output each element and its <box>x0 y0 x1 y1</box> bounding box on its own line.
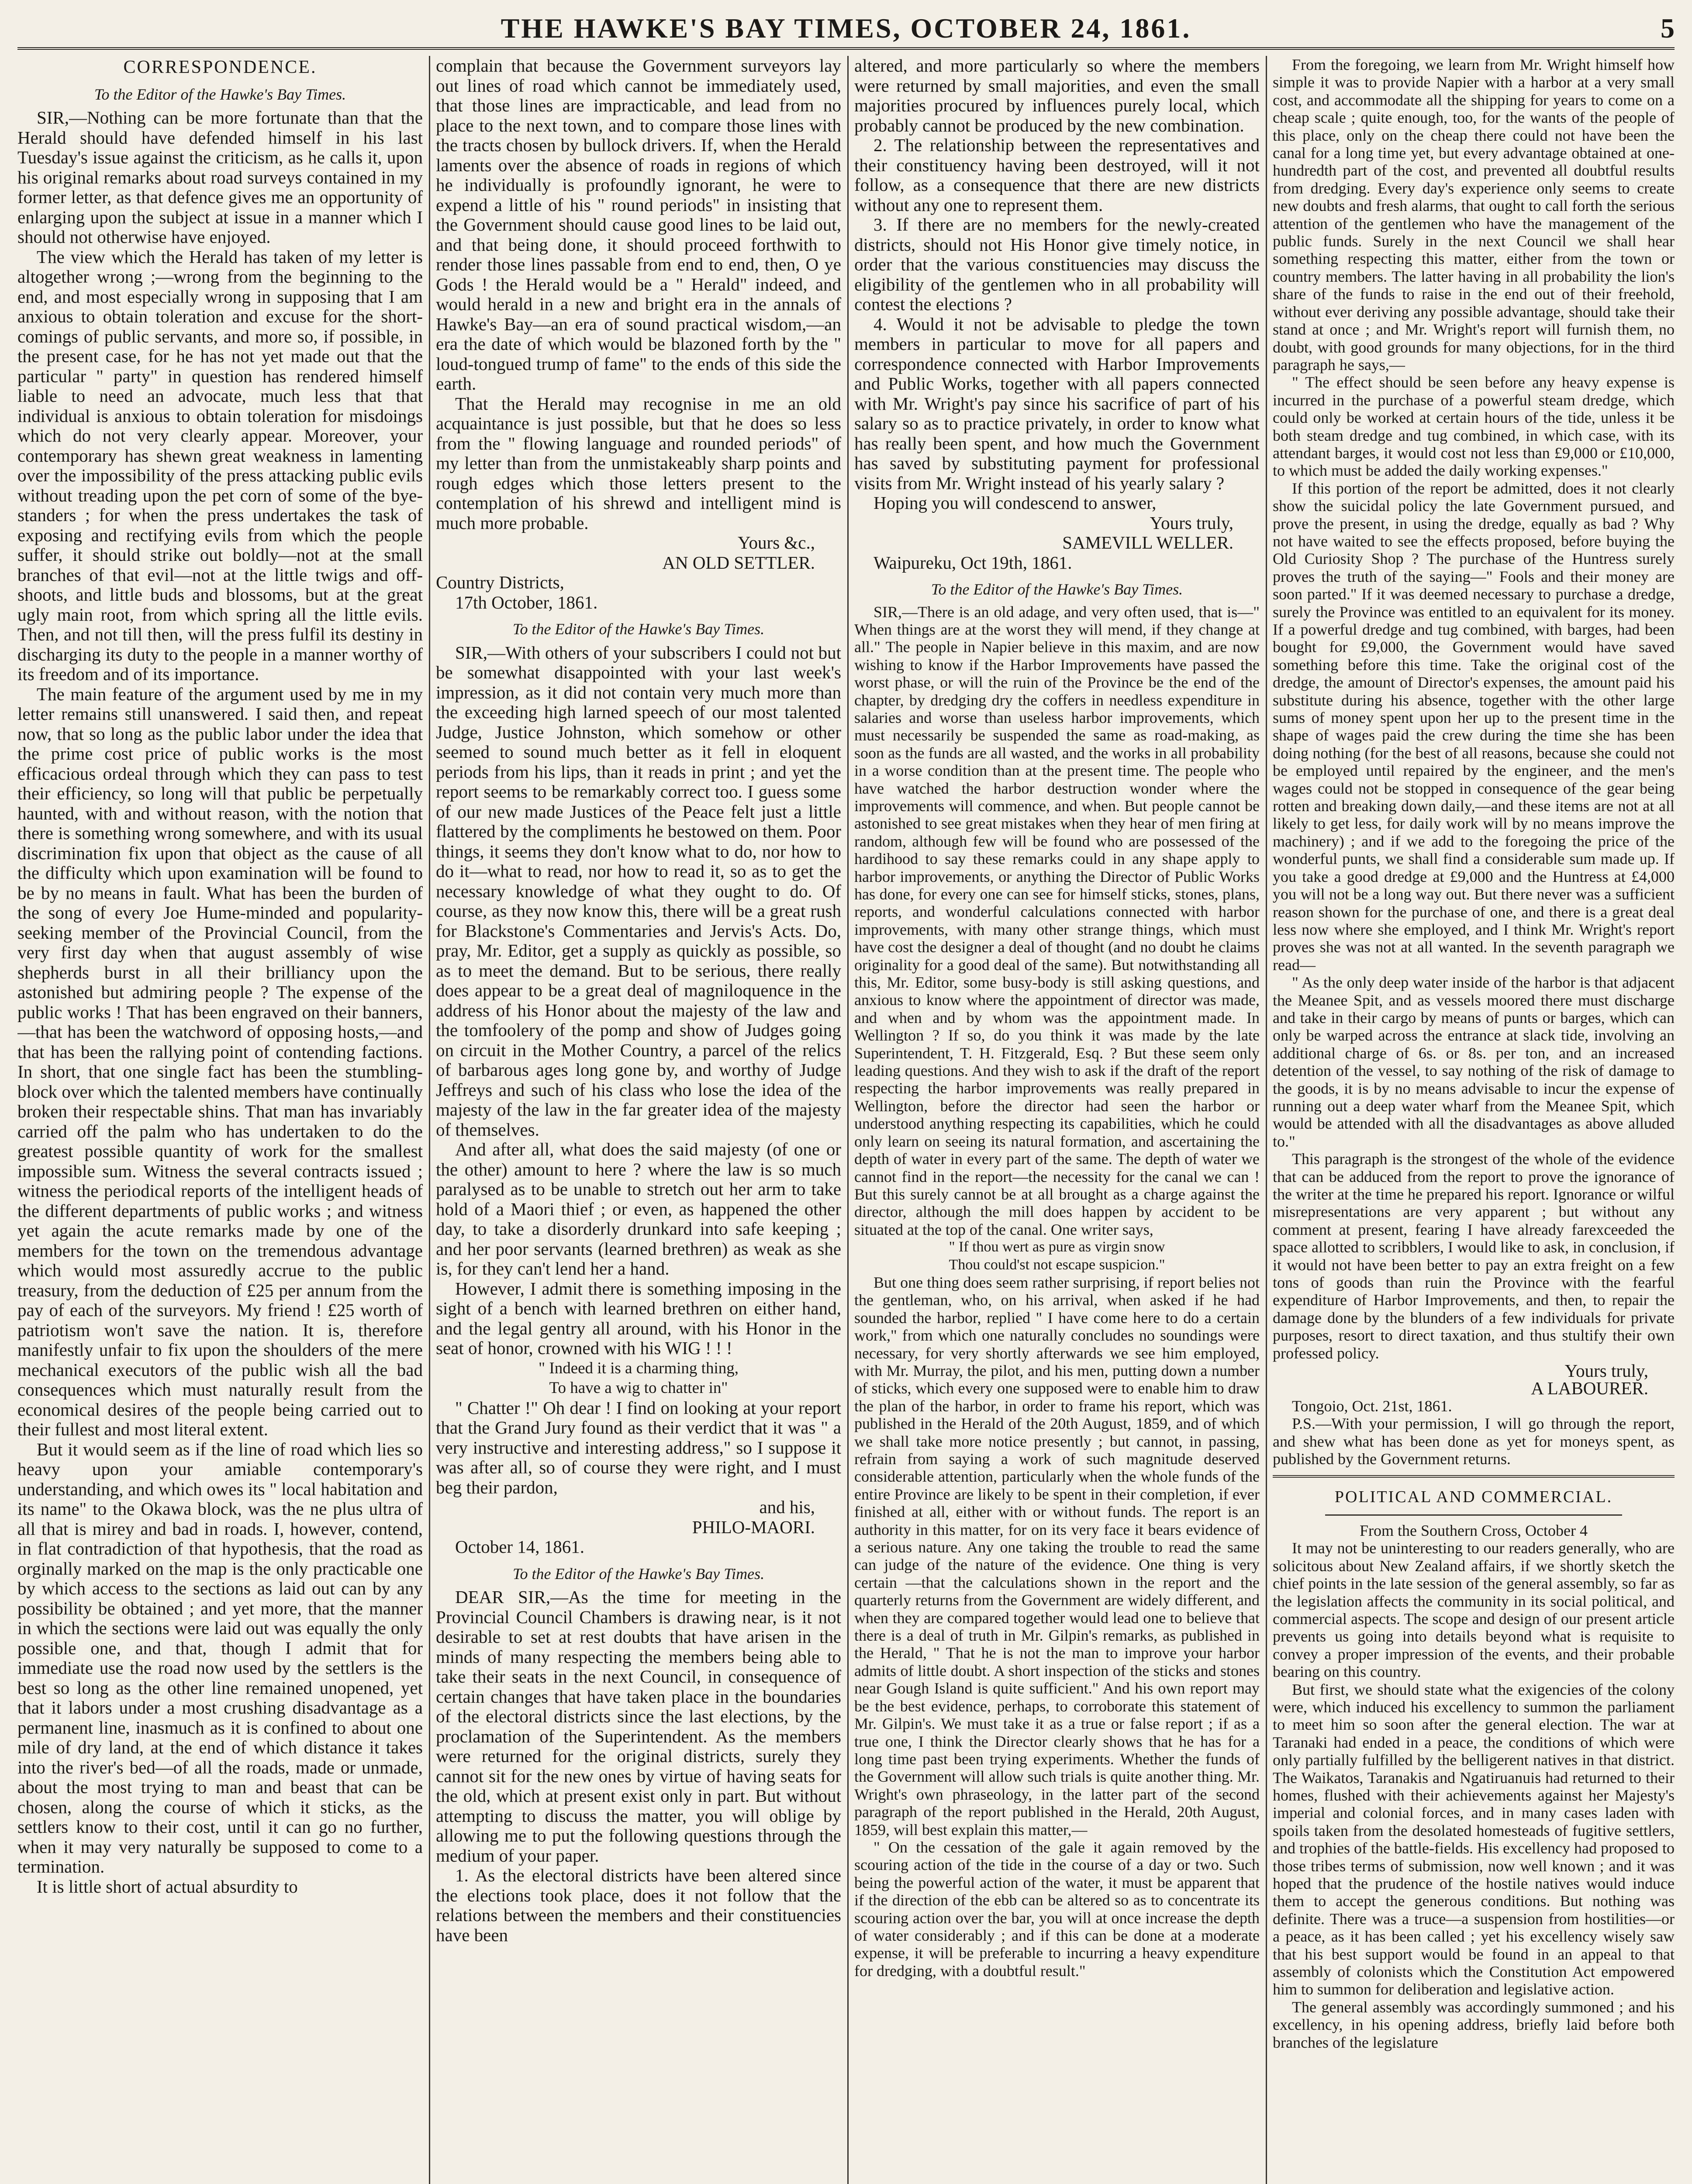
paragraph: The view which the Herald has taken of my letter is altogether wrong ;—wrong from the beginning to the end, and most especially wrong in supposing that I am anxious to obtain toleration and excuse for the short-comings of public servants, and more so, if possible, in the present case, for he has not yet made out that the particular " party" in question has rendered himself liable to need an advocate, much less that that individual is anxious to obtain toleration for misdoings which do not very clearly appear. Moreover, your contemporary has shewn great weakness in lamenting over the impossibility of the press attacking public evils without treading upon the pet corn of some of the bye-standers ; for when the press undertakes the task of exposing and rectifying evils from which the people suffer, it should strike out boldly—not at the small branches of that evil—not at the little twigs and off-shoots, and little buds and blossoms, but at the great ugly main root, from which spring all the little evils. Then, and not till then, will the press fulfil its destiny in discharging its duty to the people in a manner worthy of its freedom and of its importance. <box>17 246 423 684</box>
masthead <box>17 8 1675 50</box>
dateline-date: Tongoio, Oct. 21st, 1861. <box>1292 1397 1452 1415</box>
dateline-date: 17th October, 1861. <box>455 592 598 612</box>
paragraph: Hoping you will condescend to answer, <box>874 493 1157 513</box>
letter-salutation: To the Editor of the Hawke's Bay Times. <box>931 581 1183 598</box>
section-divider <box>1273 1475 1675 1478</box>
page-number: 5 <box>1661 13 1675 44</box>
column-3 <box>854 56 1260 2184</box>
dateline-place: Country Districts, <box>436 572 564 592</box>
signature-closing: Yours &c., <box>738 532 815 553</box>
postscript: P.S.—With your permission, I will go through the report, and shew what has been done as yet for moneys spent, as published by the Government returns. <box>1273 1415 1675 1468</box>
quoted-paragraph: " As the only deep water inside of the harbor is that adjacent the Meanee Spit, and as vessels moored there must discharge and take in their cargo by means of punts or barges, which can only be warped across the entrance at slack tide, involving an additional charge of 6s. or 8s. per ton, and an increased detention of the vessel, to say nothing of the risk of damage to the goods, it is by no means advisable to incur the expense of running out a deep water wharf from the Meanee Spit, which would be attended with all the disadvantages as above alluded to." <box>1273 974 1675 1150</box>
heading-rule <box>1325 1514 1622 1516</box>
paragraph: 2. The relationship between the representatives and their constituency having been destroyed, will it not follow, as a consequence that there are new districts without any one to represent them. <box>854 135 1260 215</box>
column-divider <box>847 56 849 2184</box>
paragraph: If this portion of the report be admitted, does it not clearly show the suicidal policy the late Government pursued, and prove the present, in using the dredge, equally as bad ? Why not have waited to see the effects proposed, before buying the Old Curiosity Shop ? The purchase of the Huntress surely proves the truth of the saying—" Fools and their money are soon parted." If it was deemed necessary to purchase a dredge, surely the Province was entitled to an equivalent for its money. If a powerful dredge and tug combined, with barges, had been bought for £9,000, the Government would have saved something before this time. Take the original cost of the dredge, the amount of Director's expenses, the amount paid his substitute during his absence, together with the other large sums of money spent upon her up to the present time in the shape of wages paid the crew during the time she has been doing nothing (for the best of all reasons, because she could not be employed until repaired by the engineer, and the men's wages could not be stopped in consequence of the gear being rotten and breaking down daily,—and these items are not at all likely to get less, for daily work will by no means improve the machinery) ; and if we add to the foregoing the price of the wonderful punts, we shall find a considerable sum made up. If you take a good dredge at £9,000 and the Huntress at £4,000 you will not be a long way out. But there never was a sufficient reason shown for the purchase of one, and there is a great deal less now where she employed, and I think Mr. Wright's report proves she was not at all wanted. In the seventh paragraph we read— <box>1273 479 1675 974</box>
column-2 <box>436 56 841 2184</box>
column-divider <box>1266 56 1267 2184</box>
columns <box>17 56 1675 2184</box>
newspaper-title: THE HAWKE'S BAY TIMES, OCTOBER 24, 1861. <box>501 13 1191 44</box>
paragraph: " On the cessation of the gale it again removed by the scouring action of the tide in the course of a day or two. Such being the powerful action of the water, it must be apparent that if the direction of the ebb can be altered so as to concentrate its scouring action over the bar, you will at once increase the depth of water considerably ; and if this can be done at a moderate expense, it will be preferable to incurring a heavy expenditure for dredging, with a doubtful result." <box>854 1838 1260 1980</box>
paragraph: 3. If there are no members for the newly-created districts, should not His Honor give timely notice, in order that the various constituencies may discuss the eligibility of the gentlemen who in all probability will contest the elections ? <box>854 214 1260 314</box>
dateline-date: October 14, 1861. <box>455 1537 585 1557</box>
paragraph: SIR,—Nothing can be more fortunate than that the Herald should have defended himself in his last Tuesday's issue against the criticism, as he calls it, upon his original remarks about road surveys contained in my former letter, as that defence gives me an opportunity of enlarging upon the subject at issue in a manner which I should not otherwise have enjoyed. <box>17 107 423 247</box>
letter-salutation: To the Editor of the Hawke's Bay Times. <box>512 1565 765 1583</box>
paragraph: But first, we should state what the exigencies of the colony were, which induced his excellency to summon the parliament to meet him so soon after the general election. The war at Taranaki had ended in a peace, the conditions of which were only partially fulfilled by the belligerent natives in that district. The Waikatos, Taranakis and Ngatiruanuis had returned to their homes, flushed with their achievements against her Majesty's imperial and colonial forces, and in many cases laden with spoils taken from the desolated homesteads of fugitive settlers, and trophies of the battle-fields. His excellency had proposed to those tribes terms of submission, now well known ; and it was hoped that the prudence of the hostile natives would induce them to accept the generous conditions. But nothing was definite. There was a truce—a suspension from hostilities—or a peace, as it has been called ; yet his excellency wisely saw that his best support would be found in an appeal to that assembly of colonists which the Constitution Act empowered him to summon for deliberation and legislative action. <box>1273 1680 1675 1998</box>
column-divider <box>429 56 430 2184</box>
paragraph: But it would seem as if the line of road which lies so heavy upon your amiable contemporary's understanding, and which owes its " local habitation and its name" to the Okawa block, was the ne plus ultra of all that is mirey and bad in roads. I, however, contend, in flat contradiction of that hypothesis, that the road as orginally marked on the map is the only practicable one by which access to the sections as laid out can by any possibility be obtained ; and yet more, that the manner in which the sections were laid out was equally the only possible one, and that, though I admit that for immediate use the road now used by the settlers is the best so long as the other line remained unopened, yet that it labors under a most crushing disadvantage as a permanent line, inasmuch as it is confined to about one mile of dry land, at the end of which distance it takes into the river's bed—of all the roads, made or unmade, about the most trying to man and beast that can be chosen, along the course of which it sticks, as the settlers know to their cost, until it can go no further, when it may very naturally be supposed to come to a termination. <box>17 1439 423 1876</box>
signature-name: SAMEVILL WELLER. <box>1062 532 1233 553</box>
signature-closing: Yours truly, <box>1564 1361 1648 1381</box>
column-1 <box>17 56 423 2184</box>
paragraph: 1. As the electoral districts have been altered since the elections took place, does it not follow that the relations between the members and their constituencies have been <box>436 1865 841 1945</box>
verse-line: " Indeed it is a charming thing, <box>539 1359 739 1377</box>
signature-name: AN OLD SETTLER. <box>662 552 815 573</box>
verse-line: Thou could'st not escape suspicion." <box>949 1256 1165 1273</box>
letter-salutation: To the Editor of the Hawke's Bay Times. <box>94 85 346 103</box>
signature-name: PHILO-MAORI. <box>692 1517 815 1537</box>
paragraph: 4. Would it not be advisable to pledge the town members in particular to move for all papers and correspondence connected with Harbor Improvements and Public Works, together with all papers connected with Mr. Wright's pay since his sacrifice of part of his salary so as to practice privately, in order to know what has really been spent, and how much the Government has saved by substituting payment for professional visits from Mr. Wright instead of his yearly salary ? <box>854 314 1260 493</box>
signature-closing: and his, <box>759 1497 815 1517</box>
paragraph: SIR,—There is an old adage, and very often used, that is—" When things are at the worst they will mend, if they change at all." The people in Napier believe in this maxim, and are now wishing to know if the Harbor Improvements have passed the worst phase, or will the ruin of the Province be the end of the chapter, by dredging dry the coffers in needless expenditure in salaries and worse than useless harbor improvements, which must necessarily be suspended the same as road-making, as soon as the funds are all wasted, and the works in all probability in a worse condition than at the present time. The people who have watched the harbor destruction wonder where the improvements will commence, and when. But people cannot be astonished to see great mistakes when they hear of men firing at random, although few will be found who are possessed of the hardihood to say these remarks could in any shape apply to harbor improvements, or anything the Director of Public Works has done, for every one can see for himself sticks, stones, plans, reports, and wonderful calculations connected with harbor improvements, with many other strange things, which must have cost the designer a deal of thought (and no doubt he claims originality for a good deal of the same). But notwithstanding all this, Mr. Editor, some busy-body is still asking questions, and anxious to know where the appointment of director was made, and when and by whom was the appointment made. In Wellington ? If so, do you think it was made by the late Superintendent, T. H. Fitzgerald, Esq. ? But these seem only leading questions. And they wish to ask if the draft of the report respecting the harbor improvements was really prepared in Wellington, before the director had seen the harbor or understood anything respecting its capabilities, which he could only learn on seeing its natural formation, and ascertaining the depth of water in every part of the same. The depth of water we cannot find in the report—the necessity for the canal we can ! But this surely cannot be at all brought as a charge against the director, although the mill does happen by accident to be situated at the top of the canal. One writer says, <box>854 603 1260 1238</box>
quoted-paragraph: " The effect should be seen before any heavy expense is incurred in the purchase of a powerful steam dredge, which could only be worked at certain hours of the tide, unless it be both steam dredge and tug combined, in which case, with its attendant barges, it would cost not less than £9,000 or £10,000, to which must be added the daily working expenses." <box>1273 373 1675 480</box>
letter-salutation: To the Editor of the Hawke's Bay Times. <box>512 620 765 638</box>
verse-line: " If thou wert as pure as virgin snow <box>949 1239 1165 1255</box>
paragraph: It is little short of actual absurdity to <box>37 1876 298 1897</box>
paragraph: From the foregoing, we learn from Mr. Wright himself how simple it was to provide Napier with a harbor at a very small cost, and accommodate all the shipping for years to come on a cheap scale ; quite enough, too, for the wants of the people of this place, only on the cheap there could not have been the canal for a long time yet, but every advantage obtained at one-hundredth part of the cost, and prevented all doubtful results from dredging. Every day's experience only seems to create new doubts and fresh alarms, that ought to call forth the serious attention of the gentlemen who have the management of the public funds. Surely in the next Council we shall hear something respecting this matter, either from the town or country members. The latter having in all probability the lion's share of the funds to raise in the end out of their freehold, without ever deriving any possible advantage, should take their stand at once ; and Mr. Wright's report will furnish them, no doubt, with good grounds for many objections, for in the third paragraph he says,— <box>1273 56 1675 373</box>
paragraph: complain that because the Government surveyors lay out lines of road which cannot be immediately used, that those lines are impracticable, and lead from no place to the next town, and to compare those lines with the tracts chosen by bullock drivers. If, when the Herald laments over the absence of roads in regions of which he individually is profoundly ignorant, he were to expend a little of his " round periods" in insisting that the Government should cause good lines to be laid out, and that being done, it should proceed forthwith to render those lines passable from end to end, then, O ye Gods ! the Herald would be a " Herald" indeed, and would herald in a new and bright era in the annals of Hawke's Bay—an era of sound practical wisdom,—an era the date of which would be blazoned forth by the " loud-tongued trump of fame" to the ends of this side the earth. <box>436 56 841 394</box>
paragraph: SIR,—With others of your subscribers I could not but be somewhat disappointed with your last week's impression, as it did not contain very much more than the exceeding high larned speech of our most talented Judge, Justice Johnston, which somehow or other seemed to sound much better as it fell in eloquent periods from his lips, than it reads in print ; and yet the report seems to be remarkably correct too. I guess some of our new made Justices of the Peace felt just a little flattered by the compliments he bestowed on them. Poor things, it seems they don't know what to do, nor how to do it—what to read, nor how to read it, so as to get the necessary knowledge of what they ought to do. Of course, as they now know this, there will be a great rush for Blackstone's Commentaries and Jervis's Acts. Do, pray, Mr. Editor, get a supply as quickly as possible, so as to meet the demand. But to be serious, there really does appear to be a great deal of magniloquence in the address of his Honor about the majesty of the law and the tomfoolery of the pomp and show of Judges going on circuit in the Mother Country, a parcel of the relics of barbarous ages long gone by, and worthy of Judge Jeffreys and such of his class who lose the idea of the majesty of the law in the far greater idea of the majesty of themselves. <box>436 642 841 1140</box>
paragraph: That the Herald may recognise in me an old acquaintance is just possible, but that he does so less from the " flowing language and rounded periods" of my letter than from the unmistakeably sharp points and rough edges which those letters present to the contemplation of his shrewd and intelligent mind is much more probable. <box>436 393 841 533</box>
paragraph: altered, and more particularly so where the members were returned by small majorities, and even the small majorities procured by influences purely local, which probably cannot be produced by the new combination. <box>854 56 1260 135</box>
column-4 <box>1273 56 1675 2184</box>
paragraph: And after all, what does the said majesty (of one or the other) amount to here ? where the law is so much paralysed as to be unable to stretch out her arm to take hold of a Maori thief ; or even, as happened the other day, to take a disorderly drunkard into safe keeping ; and her poor servants (learned brethren) as weak as she is, for they can't lend her a hand. <box>436 1139 841 1279</box>
section-heading-correspondence: CORRESPONDENCE. <box>123 57 317 77</box>
verse-line: To have a wig to chatter in" <box>549 1379 728 1397</box>
signature-closing: Yours truly, <box>1150 512 1233 533</box>
signature-name: A LABOURER. <box>1531 1378 1648 1399</box>
paragraph: It may not be uninteresting to our readers generally, who are solicitous about New Zealand affairs, if we shortly sketch the chief points in the late session of the general assembly, so far as the legislation affects the community in its social political, and commercial aspects. The scope and design of our present article prevents us going into details beyond what is requisite to convey a proper impression of the events, and their probable bearing on this country. <box>1273 1539 1675 1681</box>
source-line: From the Southern Cross, October 4 <box>1360 1521 1588 1539</box>
paragraph: This paragraph is the strongest of the whole of the evidence that can be adduced from the report to prove the ignorance of the writer at the time he prepared his report. Ignorance or wilful misrepresentations are very apparent ; but without any comment at present, fearing I have already farexceeded the space allotted to scribblers, I would like to ask, in conclusion, if it would not have been better to pay an extra freight on a few tons of goods than ruin the Province with the fearful expenditure of Harbor Improvements, and then, to repair the damage done by the blunders of a few individuals for private purposes, resort to direct taxation, and thus stultify their own professed policy. <box>1273 1150 1675 1362</box>
paragraph: DEAR SIR,—As the time for meeting in the Provincial Council Chambers is drawing near, is it not desirable to set at rest doubts that have arisen in the minds of many respecting the members being able to take their seats in the next Council, in consequence of certain changes that have taken place in the boundaries of the electoral districts since the last elections, by the proclamation of the Superintendent. As the members were returned for the original districts, surely they cannot sit for the new ones by virtue of having seats for the old, which at present exist only in part. But without attempting to discuss the matter, you will oblige by allowing me to put the following questions through the medium of your paper. <box>436 1587 841 1866</box>
paragraph: The main feature of the argument used by me in my letter remains still unanswered. I said then, and repeat now, that so long as the public labor under the idea that the prime cost price of public works is the most efficacious ordeal through which they can pass to test their efficiency, so long will that public be perpetually haunted, with and without reason, with the notion that there is something wrong somewhere, and with its usual discrimination fix upon that object as the cause of all the difficulty which upon examination will be found to be by no means in fault. What has been the burden of the song of every Joe Hume-minded and popularity-seeking member of the Provincial Council, from the very first day when that august assembly of wise shepherds burst in all their brilliancy upon the astonished but admiring people ? The expense of the public works ! That has been engraved on their banners,—that has been the watchword of opposing hosts,—and that has been the rallying point of contending factions. In short, that one single fact has been the stumbling-block over which the talented members have continually broken their respectable shins. That man has invariably carried off the palm who has undertaken to do the greatest possible quantity of work for the smallest impossible sum. Witness the several contracts issued ; witness the periodical reports of the intelligent heads of the different departments of public works ; and witness yet again the acute remarks made by one of the members for the town on the tremendous advantage which would most assuredly accrue to the public treasury, from the deduction of £25 per annum from the pay of each of the surveyors. My friend ! £25 worth of patriotism won't save the nation. It is, therefore manifestly unfair to fix upon the shoulders of the mere mechanical executors of the public wish all the bad consequences which must naturally result from the economical desires of the people being carried out to their fullest and most literal extent. <box>17 684 423 1439</box>
dateline-date: Waipureku, Oct 19th, 1861. <box>874 552 1072 573</box>
paragraph: However, I admit there is something imposing in the sight of a bench with learned brethren on either hand, and the legal gentry all around, with his Honor in the seat of honor, crowned with his WIG ! ! ! <box>436 1278 841 1358</box>
paragraph: But one thing does seem rather surprising, if report belies not the gentleman, who, on his arrival, when asked if he had sounded the harbor, replied " I have come here to do a certain work," from which one naturally concludes no soundings were necessary, for very shortly afterwards we see him employed, with Mr. Murray, the pilot, and his men, putting down a number of sticks, which every one supposed were to enable him to draw the plan of the harbor, in order to frame his report, which was published in the Herald of the 20th August, 1859, and of which we shall take more notice presently ; but cannot, in passing, refrain from saying a work of such magnitude deserved considerable attention, particularly when the whole funds of the entire Province are likely to be spent in their completion, if ever finished at all, either with or without funds. The report is an authority in this matter, for on its very face it bears evidence of a serious nature. Any one taking the trouble to read the same can judge of the nature of the evidence. One thing is very certain —that the calculations shown in the report and the quarterly returns from the Government are widely different, and when they are compared together would lead one to believe that there is a deal of truth in Mr. Gilpin's remarks, as published in the Herald, " That he is not the man to improve your harbor admits of little doubt. A short inspection of the sticks and stones near Gough Island is quite sufficient." And his own report may be the best evidence, perhaps, to corroborate this statement of Mr. Gilpin's. We must take it as a true or false report ; if as a true one, I think the Director clearly shows that he has for a long time past been trying experiments. Whether the funds of the Government will allow such trials is quite another thing. Mr. Wright's own phraseology, in the latter part of the second paragraph of the report published in the Herald, 20th August, 1859, will best explain this matter,— <box>854 1273 1260 1838</box>
paragraph: The general assembly was accordingly summoned ; and his excellency, in his opening address, briefly laid before both branches of the legislature <box>1273 1998 1675 2051</box>
paragraph: " Chatter !" Oh dear ! I find on looking at your report that the Grand Jury found as their verdict that it was " a very instructive and interesting address," so I suppose it was after all, so of course they were right, and I must beg their pardon, <box>436 1397 841 1497</box>
section-heading-political-commercial: POLITICAL AND COMMERCIAL. <box>1334 1487 1613 1506</box>
